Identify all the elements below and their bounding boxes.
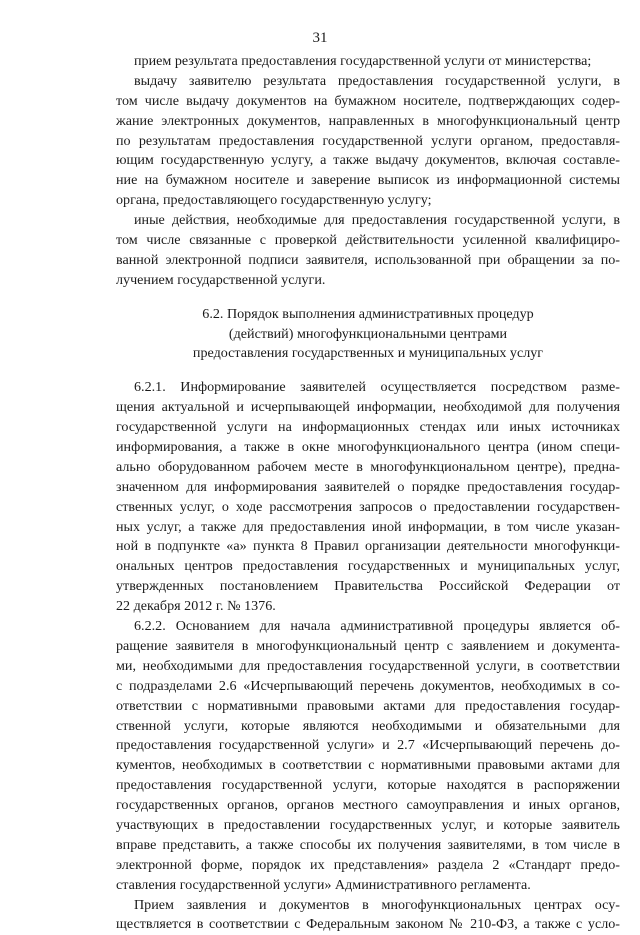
text-line: том числе выдачу документов на бумажном носителе, подтверждающих содер- (116, 92, 620, 109)
text-line: ных услуг, а также для предоставления иной информации, в том числе указан- (116, 518, 620, 535)
text-line: значенном для информирования заявителей о порядке предоставления государ- (116, 478, 620, 495)
text-line: выдачу заявителю результата предоставления государственной услуги, в (134, 72, 620, 89)
paragraph (116, 52, 620, 72)
text-line: 6.2.1. Информирование заявителей осуществляется посредством разме- (134, 379, 620, 396)
text-line: ной в подпункте «а» пункта 8 Правил организации деятельности многофункци- (116, 538, 620, 555)
text-line: информирования, а также в окне многофункционального центра (ином специ- (116, 439, 620, 456)
text-line: Прием заявления и документов в многофункциональных центрах осу- (134, 896, 620, 913)
text-line: ми, необходимыми для предоставления государственной услуги, в соответствии (116, 657, 620, 674)
paragraph (116, 896, 620, 935)
text-line: ственной услуги, которые являются необходимыми и обязательными для (116, 717, 620, 734)
heading-line: 6.2. Порядок выполнения административных процедур (202, 305, 534, 322)
text-line: предоставления государственной услуги, которые находятся в распоряжении (116, 777, 620, 794)
text-line: органа, предоставляющего государственную услугу; (116, 192, 432, 209)
section-heading (116, 291, 620, 379)
text-line: ально оборудованном рабочем месте в многофункциональном центре), предна- (116, 458, 620, 475)
text-line: ющим государственную услугу, а также выдачу документов, включая составле- (116, 152, 620, 169)
text-line: ответствии с нормативными правовыми актами для предоставления государ- (116, 697, 620, 714)
text-line: том числе связанные с проверкой действительности усиленной квалифициро- (116, 232, 620, 249)
heading-line: (действий) многофункциональными центрами (228, 325, 508, 342)
text-line: участвующих в предоставлении государственных услуг, и которые заявитель (116, 816, 620, 833)
text-line: жание электронных документов, направленных в многофункциональный центр (116, 112, 620, 129)
text-line: ществляется в соответствии с Федеральным законом № 210-ФЗ, а также с усло- (116, 916, 620, 933)
text-line: 6.2.2. Основанием для начала административной процедуры является об- (134, 618, 620, 635)
paragraph (116, 378, 620, 617)
text-line: ставления государственной услуги» Административного регламента. (116, 876, 531, 893)
text-line: лучением государственной услуги. (116, 271, 326, 288)
text-line: вправе представить, а также способы их получения заявителями, в том числе в (116, 836, 620, 853)
text-line: с подразделами 2.6 «Исчерпывающий перечень документов, необходимых в со- (116, 677, 620, 694)
text-line: щения актуальной и исчерпывающей информации, необходимой для получения (116, 399, 620, 416)
text-line: государственной услуги на информационных стендах или иных источниках (116, 419, 620, 436)
text-line: ванной электронной подписи заявителя, использованной при обращении за по- (116, 251, 620, 268)
text-line: электронной форме, порядок их представления» раздела 2 «Стандарт предо- (116, 856, 620, 873)
text-line: кументов, необходимых в соответствии с нормативными правовыми актами для (116, 757, 620, 774)
text-line: ние на бумажном носителе и заверение выписок из информационной системы (116, 172, 620, 189)
paragraph (116, 211, 620, 291)
paragraph (116, 72, 620, 211)
text-line: ращение заявителя в многофункциональный центр с заявлением и документа- (116, 637, 620, 654)
text-line: утвержденных постановлением Правительства Российской Федерации от (116, 578, 620, 595)
text-line: ональных центров предоставления государственных и муниципальных услуг, (116, 558, 620, 575)
heading-line: предоставления государственных и муниципальных услуг (192, 345, 544, 362)
text-line: ственных услуг, о ходе рассмотрения запросов о предоставлении государствен- (116, 498, 620, 515)
text-line: иные действия, необходимые для предоставления государственной услуги, в (134, 212, 620, 229)
text-line: предоставления государственной услуги» и 2.7 «Исчерпывающий перечень до- (116, 737, 620, 754)
paragraph (116, 617, 620, 895)
document-body (116, 52, 620, 935)
text-line: прием результата предоставления государственной услуги от министерства; (134, 53, 592, 69)
text-line: по результатам предоставления государственной услуги органом, предоставля- (116, 132, 620, 149)
text-line: 22 декабря 2012 г. № 1376. (116, 598, 276, 615)
text-line: государственных органов, органов местного самоуправления и иных органов, (116, 797, 620, 814)
page-number: 31 (312, 30, 328, 46)
